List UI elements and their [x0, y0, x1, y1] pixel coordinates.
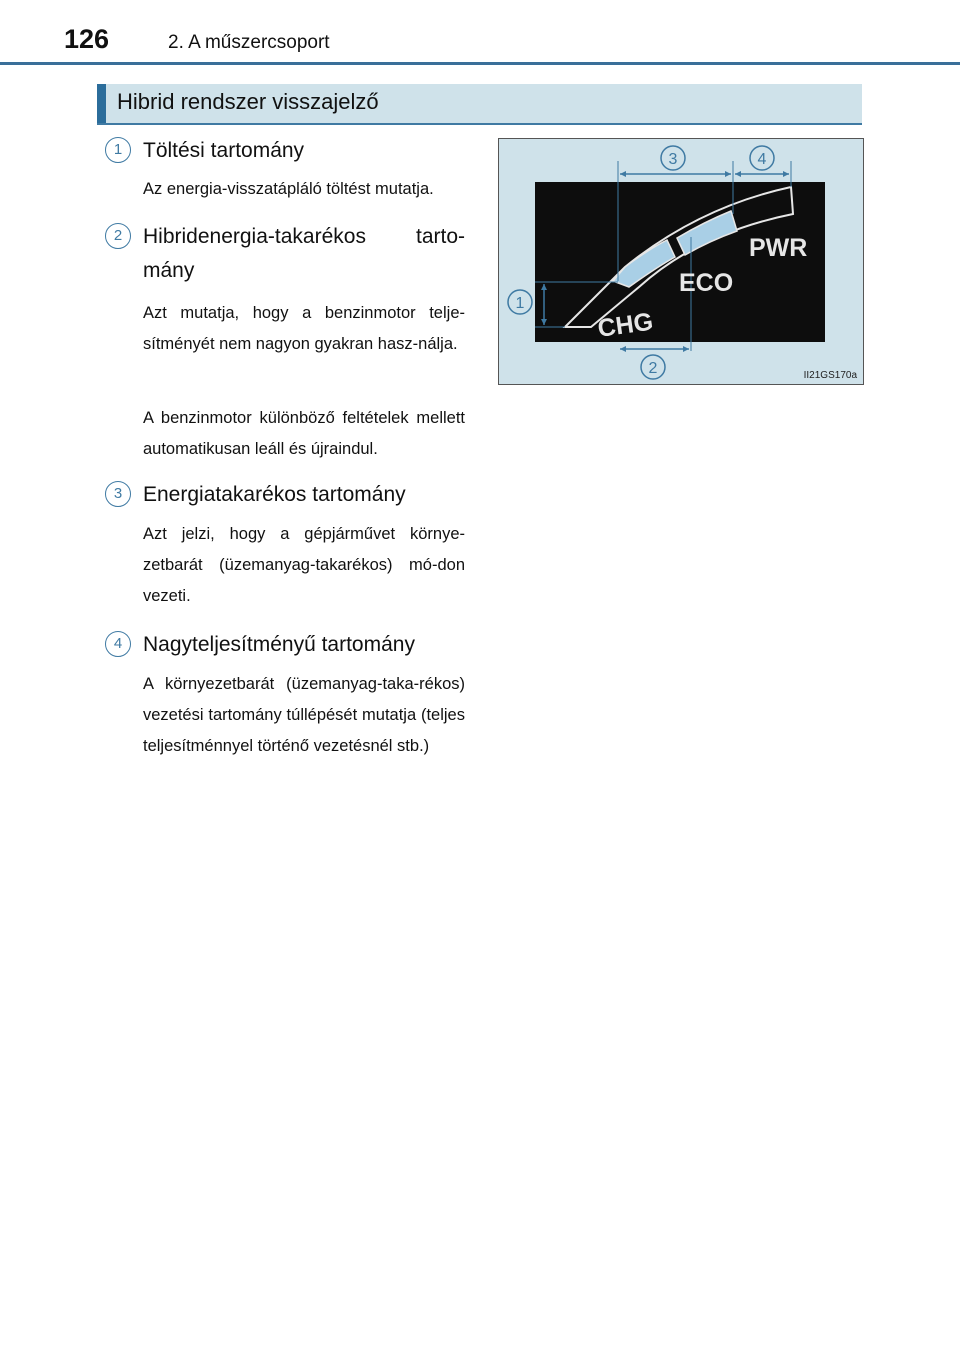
callout-1 [508, 290, 532, 314]
header-rule [0, 62, 960, 65]
hybrid-indicator-figure [498, 138, 864, 385]
svg-text:4: 4 [757, 151, 767, 168]
item-number-badge: 3 [105, 481, 131, 507]
item-number-badge: 2 [105, 223, 131, 249]
section-title: Hibrid rendszer visszajelző [117, 89, 379, 114]
page-header [0, 0, 960, 70]
item-text: Az energia-visszatápláló töltést mutatja. [143, 180, 434, 198]
hybrid-gauge-illustration [499, 139, 863, 384]
item-text: Azt mutatja, hogy a benzinmotor telje-sítményét nem nagyon gyakran hasz-nálja. [143, 304, 465, 353]
item-number-badge: 4 [105, 631, 131, 657]
callout-3 [661, 146, 685, 170]
figure-code: II21GS170a [803, 370, 857, 381]
display-panel [535, 182, 825, 342]
svg-text:3: 3 [668, 151, 678, 168]
item-title: Töltési tartomány [143, 139, 305, 162]
item-text: Azt jelzi, hogy a gépjárművet környe-zetbarát (üzemanyag-takarékos) mó-don vezeti. [143, 525, 465, 605]
section-accent [97, 84, 106, 123]
chapter-title: 2. A műszercsoport [168, 32, 330, 53]
item-title: Hibridenergia-takarékos tarto-mány [143, 225, 465, 282]
pwr-label: PWR [749, 234, 808, 262]
callout-2 [641, 355, 665, 379]
section-heading [97, 84, 862, 125]
chg-label: CHG [595, 307, 655, 343]
item-text: A benzinmotor különböző feltételek mellett automatikusan leáll és újraindul. [143, 409, 465, 458]
eco-label: ECO [679, 269, 734, 297]
item-number-badge: 1 [105, 137, 131, 163]
callout-4 [750, 146, 774, 170]
svg-text:2: 2 [648, 360, 658, 377]
svg-text:1: 1 [515, 295, 525, 312]
item-title: Energiatakarékos tartomány [143, 483, 406, 506]
item-title: Nagyteljesítményű tartomány [143, 633, 415, 656]
item-text: A környezetbarát (üzemanyag-taka-rékos) vezetési tartomány túllépését mutatja (teljes teljesítménnyel történő vezetésnél stb.) [143, 675, 465, 755]
page-number: 126 [64, 24, 110, 54]
